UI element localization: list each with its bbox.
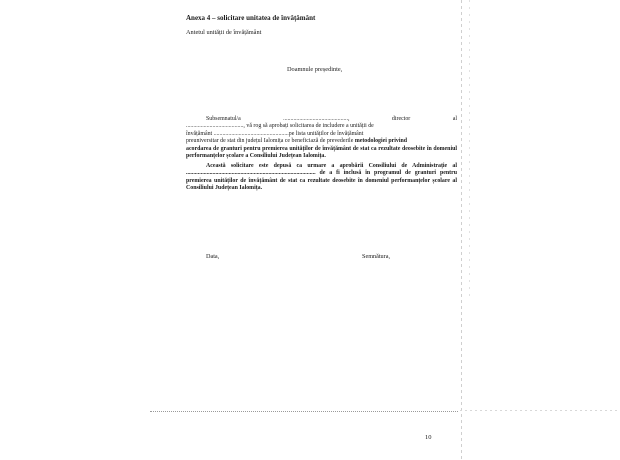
scan-horizontal-line: [460, 410, 620, 411]
request-paragraph: [186, 116, 457, 160]
director-label: director: [391, 116, 411, 122]
scan-edge-line-faint: [469, 0, 470, 300]
undersigned-label: Subsemnatul/a: [206, 116, 241, 122]
greeting: Doamnule președinte,: [287, 66, 343, 73]
request-line-1: [186, 116, 457, 123]
undersigned-blank: ............................................,: [283, 116, 350, 122]
page-number: 10: [425, 434, 432, 441]
document-title: Anexa 4 – solicitare unitatea de învățământ: [186, 14, 316, 22]
signature-label: Semnătura,: [362, 253, 391, 260]
request-line-4: preuniversitar de stat din județul Ialomița ce beneficiază de prevederile metodologiei privind: [186, 138, 408, 145]
scan-edge-line: [461, 0, 462, 460]
request-bold-text: acordarea de granturi pentru premierea unităților de învățământ de stat ca rezultate deosebite în domeniul performanțelor școlare a Consiliului Județean Ialomița.: [186, 145, 457, 160]
approval-paragraph: [186, 163, 457, 193]
date-label: Data,: [206, 253, 220, 260]
letterhead-line: Antetul unității de învățământ: [186, 29, 262, 36]
scan-dotted-line: [150, 411, 458, 412]
request-line-3: învățământ ...................................................pe lista unităților de învățământ: [186, 130, 364, 137]
of-label: al: [452, 116, 457, 122]
request-line-2: ......................................., vă rog să aprobați solicitarea de includere a unității de: [186, 123, 374, 130]
approval-text: Această solicitare este depusă ca urmare a aprobării Consiliului de Administrație al ........................................................................................ de a fi inclusă în programul de granturi pentru premierea unităților de învățământ de stat ca rezultate deosebite în domeniul performanțelor școlare al Consiliului Județean Ialomița.: [186, 163, 457, 192]
